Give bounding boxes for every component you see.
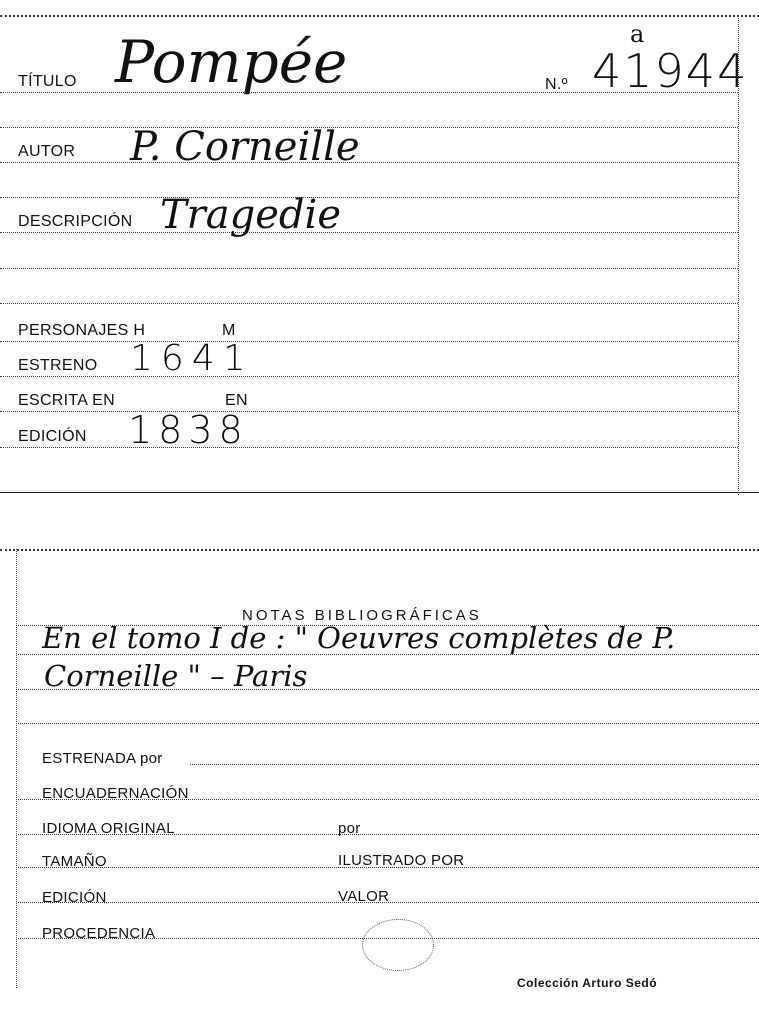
rule-7 <box>0 303 738 304</box>
estreno-label: ESTRENO <box>18 357 98 374</box>
notas-rule-1 <box>18 654 759 655</box>
titulo-label: TÍTULO <box>18 73 77 90</box>
catalog-card-back <box>0 545 759 1028</box>
edicion-rule <box>0 447 738 448</box>
escrita-en-label: EN <box>225 392 248 409</box>
notas-rule-3 <box>18 723 759 724</box>
autor-value: P. Corneille <box>130 124 360 170</box>
escrita-label: ESCRITA EN <box>18 392 115 409</box>
estrenada-rule <box>190 764 759 765</box>
notas-title: NOTAS BIBLIOGRÁFICAS <box>242 607 482 624</box>
notas-rule-2 <box>18 689 759 690</box>
numero-value: 41944 <box>592 44 749 98</box>
card-bottom-edge <box>0 492 759 493</box>
titulo-rule <box>0 92 738 93</box>
descripcion-rule <box>0 232 738 233</box>
card-top-edge <box>0 15 759 17</box>
encuadernacion-label: ENCUADERNACIÓN <box>42 785 189 802</box>
card-back-left-edge <box>16 549 17 988</box>
notas-line-2: Corneille " – Paris <box>44 659 308 693</box>
notas-line-1: En el tomo I de : " Oeuvres complètes de P. <box>42 621 676 655</box>
estreno-value: 1641 <box>130 338 254 379</box>
collection-credit: Colección Arturo Sedó <box>517 976 658 990</box>
numero-superscript: a <box>630 20 645 48</box>
rule-6 <box>0 268 738 269</box>
back-edicion-label: EDICIÓN <box>42 889 107 906</box>
stamp-mark <box>362 919 434 971</box>
estreno-rule <box>0 376 738 377</box>
encuadernacion-rule <box>18 799 759 800</box>
procedencia-label: PROCEDENCIA <box>42 925 156 942</box>
autor-rule <box>0 162 738 163</box>
catalog-card-front <box>0 0 759 495</box>
personajes-rule <box>0 341 738 342</box>
autor-label: AUTOR <box>18 143 76 160</box>
numero-label: N.º <box>545 76 568 93</box>
descripcion-value: Tragedie <box>160 192 341 238</box>
ilustrado-label: ILUSTRADO POR <box>338 852 465 869</box>
idioma-rule <box>18 834 759 835</box>
tamano-label: TAMAÑO <box>42 853 107 870</box>
descripcion-label: DESCRIPCIÓN <box>18 213 133 230</box>
edicion-label: EDICIÓN <box>18 428 87 445</box>
idioma-por-label: por <box>338 820 361 837</box>
idioma-label: IDIOMA ORIGINAL <box>42 820 175 837</box>
edicion-valor-rule <box>18 902 759 903</box>
tamano-rule <box>18 867 759 868</box>
estrenada-label: ESTRENADA por <box>42 750 163 767</box>
valor-label: VALOR <box>338 888 390 905</box>
escrita-rule <box>0 411 738 412</box>
titulo-value: Pompée <box>115 28 348 96</box>
card-back-top-edge <box>0 549 759 551</box>
rule-4 <box>0 197 738 198</box>
rule-2 <box>0 127 738 128</box>
edicion-value: 1838 <box>128 408 249 452</box>
personajes-label: PERSONAJES H <box>18 322 146 339</box>
personajes-m-label: M <box>222 322 236 339</box>
